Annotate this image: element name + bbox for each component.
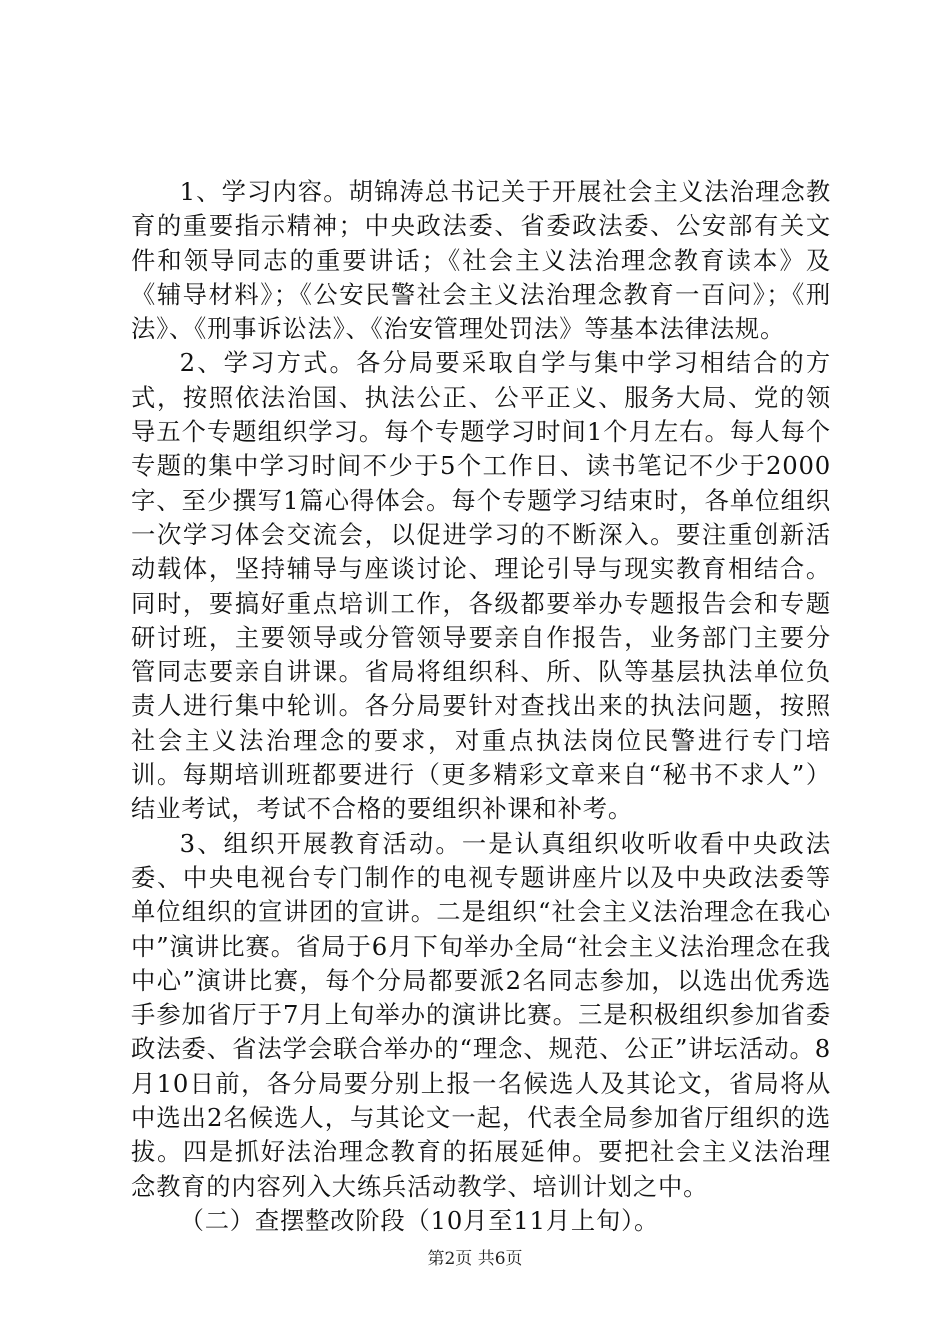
- paragraph-study-content: 1、学习内容。胡锦涛总书记关于开展社会主义法治理念教育的重要指示精神；中央政法委、省委政法委、公安部有关文件和领导同志的重要讲话；《社会主义法治理念教育读本》及《辅导材料》；《公安民警社会主义法治理念教育一百问》；《刑法》、《刑事诉讼法》、《治安管理处罚法》等基本法律法规。: [131, 177, 831, 344]
- page-number-footer: 第2页 共6页: [427, 1249, 523, 1269]
- paragraph-study-method: 2、学习方式。各分局要采取自学与集中学习相结合的方式，按照依法治国、执法公正、公平正义、服务大局、党的领导五个专题组织学习。每个专题学习时间1个月左右。每人每个专题的集中学习时间不少于5个工作日、读书笔记不少于2000字、至少撰写1篇心得体会。每个专题学习结束时，各单位组织一次学习体会交流会，以促进学习的不断深入。要注重创新活动载体，坚持辅导与座谈讨论、理论引导与现实教育相结合。同时，要搞好重点培训工作，各级都要举办专题报告会和专题研讨班，主要领导或分管领导要亲自作报告，业务部门主要分管同志要亲自讲课。省局将组织科、所、队等基层执法单位负责人进行集中轮训。各分局要针对查找出来的执法问题，按照社会主义法治理念的要求，对重点执法岗位民警进行专门培训。每期培训班都要进行（更多精彩文章来自“秘书不求人”）结业考试，考试不合格的要组织补课和补考。: [131, 348, 831, 824]
- section-heading-review-stage: （二）查摆整改阶段（10月至11月上旬）。: [179, 1205, 660, 1235]
- paragraph-education-activities: 3、组织开展教育活动。一是认真组织收听收看中央政法委、中央电视台专门制作的电视专题讲座片以及中央政法委等单位组织的宣讲团的宣讲。二是组织“社会主义法治理念在我心中”演讲比赛。省局于6月下旬举办全局“社会主义法治理念在我中心”演讲比赛，每个分局都要派2名同志参加，以选出优秀选手参加省厅于7月上旬举办的演讲比赛。三是积极组织参加省委政法委、省法学会联合举办的“理念、规范、公正”讲坛活动。8月10日前，各分局要分别上报一名候选人及其论文，省局将从中选出2名候选人，与其论文一起，代表全局参加省厅组织的选拔。四是抓好法治理念教育的拓展延伸。要把社会主义法治理念教育的内容列入大练兵活动教学、培训计划之中。: [131, 828, 831, 1201]
- document-body: [131, 175, 831, 1238]
